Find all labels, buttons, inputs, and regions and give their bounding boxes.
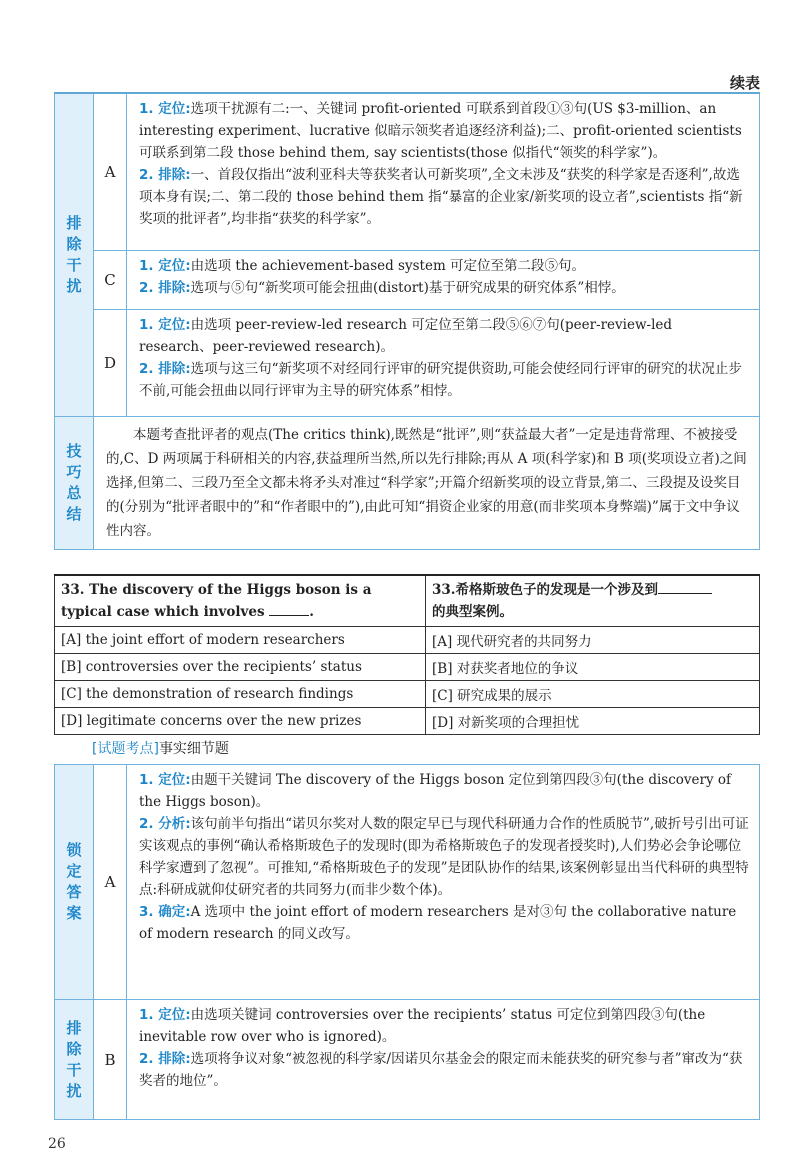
question-stem-zh: 33.希格斯玻色子的发现是一个涉及到 的典型案例。: [426, 575, 760, 627]
lock-label-cell: [55, 765, 94, 999]
page-number: 26: [48, 1136, 66, 1152]
locate-tag: 1. 定位:: [139, 101, 191, 117]
exclude2-label: 排除干扰: [66, 1018, 82, 1100]
confirm-text: A 选项中 the joint effort of modern researchers 是对③句 the collaborative nature of modern research 的同义改写。: [139, 904, 737, 942]
option-c-content: [127, 251, 759, 309]
locate-text: 选项干扰源有二:一、关键词 profit-oriented 可联系到首段①③句(US $3-million、an interesting experiment、lucrative 似暗示领奖者追逐经济利益);二、profit-oriented scientists 可联系到第二段 those behind them, say scientists(those 似指代“领奖的科学家”)。: [139, 101, 742, 161]
exclude-b-section: [55, 999, 759, 1119]
exclude-text: 选项与这三句“新奖项不对经同行评审的研究提供资助,可能会使经同行评审的研究的状况止步不前,可能会扭曲以同行评审为主导的研究体系”相悖。: [139, 361, 742, 399]
option-d-content: [127, 310, 759, 416]
locate-text: 由选项 the achievement-based system 可定位至第二段⑤句。: [190, 258, 586, 274]
exclude-label: 排除干扰: [66, 214, 82, 295]
exclude-text: 选项将争议对象“被忽视的科学家/因诺贝尔基金会的限定而未能获奖的研究参与者”窜改为“获奖者的地位”。: [139, 1051, 743, 1089]
exclude-label-cell: [55, 94, 94, 416]
locate-tag: 1. 定位:: [139, 317, 191, 333]
exclude-text: 选项与⑤句“新奖项可能会扭曲(distort)基于研究成果的研究体系”相悖。: [190, 280, 625, 296]
question-stem-row: [55, 575, 760, 627]
summary-label: 技巧总结: [66, 442, 82, 523]
option-a-letter: A: [94, 94, 127, 250]
exclude-tag: 2. 排除:: [139, 1051, 191, 1067]
summary-label-cell: [55, 417, 94, 549]
exclude-tag: 2. 排除:: [139, 361, 191, 377]
question-option-b: [55, 654, 760, 681]
option-en: [B] controversies over the recipients’ status: [55, 654, 426, 681]
option-d-letter: D: [94, 310, 127, 416]
analysis-tag: 2. 分析:: [139, 816, 191, 832]
locate-tag: 1. 定位:: [139, 258, 191, 274]
question-table: [54, 574, 760, 735]
answer-analysis-table: [54, 764, 760, 1120]
continued-label: 续表: [729, 74, 760, 92]
option-c-row: [94, 250, 759, 309]
option-zh: [A] 现代研究者的共同努力: [426, 627, 760, 654]
exclude-section: [55, 94, 759, 416]
exclude-tag: 2. 排除:: [139, 280, 191, 296]
confirm-tag: 3. 确定:: [139, 904, 191, 920]
option-en: [A] the joint effort of modern researchers: [55, 627, 426, 654]
question-stem-en: 33. The discovery of the Higgs boson is a typical case which involves .: [55, 575, 426, 627]
summary-text: 本题考查批评者的观点(The critics think),既然是“批评”,则“获益最大者”一定是违背常理、不被接受的,C、D 两项属于科研相关的内容,获益理所当然,所以先行排除;再从 A 项(科学家)和 B 项(奖项设立者)之间选择,但第二、三段乃至全文都未将矛头对准过“科学家”;开篇介绍新奖项的设立背景,第二、三段提及设奖目的(分别为“批评者眼中的”和“作者眼中的”),由此可知“捐资企业家的用意(而非奖项本身弊端)”属于文中争议性内容。: [106, 427, 747, 539]
summary-section: [55, 416, 759, 549]
locate-text: 由选项关键词 controversies over the recipients’ status 可定位到第四段③句(the inevitable row over who is ignored)。: [139, 1007, 706, 1045]
locate-text: 由选项 peer-review-led research 可定位至第二段⑤⑥⑦句(peer-review-led research、peer-reviewed research)。: [139, 317, 673, 355]
exam-point-text: 事实细节题: [158, 741, 229, 757]
option-en: [C] the demonstration of research findings: [55, 681, 426, 708]
option-a-content: [127, 94, 759, 250]
option-b-content: [127, 1000, 759, 1119]
locate-text: 由题干关键词 The discovery of the Higgs boson 定位到第四段③句(the discovery of the Higgs boson)。: [139, 772, 732, 810]
option-en: [D] legitimate concerns over the new prizes: [55, 708, 426, 735]
option-zh: [D] 对新奖项的合理担忧: [426, 708, 760, 735]
lock-option-letter: A: [94, 765, 127, 999]
exclude-text: 一、首段仅指出“波利亚科夫等获奖者认可新奖项”,全文未涉及“获奖的科学家是否逐利”,故选项本身有误;二、第二段的 those behind them 指“暴富的企业家/新奖项的设立者”,scientists 指“新奖项的批评者”,均非指“获奖的科学家”。: [139, 167, 743, 227]
exam-point: [92, 738, 229, 758]
option-zh: [C] 研究成果的展示: [426, 681, 760, 708]
analysis-table-continued: [54, 94, 760, 550]
option-d-row: [94, 309, 759, 416]
lock-content: [127, 765, 759, 999]
option-zh: [B] 对获奖者地位的争议: [426, 654, 760, 681]
question-option-c: [55, 681, 760, 708]
question-option-a: [55, 627, 760, 654]
analysis-text: 该句前半句指出“诺贝尔奖对人数的限定早已与现代科研通力合作的性质脱节”,破折号引出可证实该观点的事例“确认希格斯玻色子的发现时(即为希格斯玻色子的发现者授奖时),人们势必会争论哪位科学家遭到了忽视”。可推知,“希格斯玻色子的发现”是团队协作的结果,该案例彰显出当代科研的典型特点:科研成就仰仗研究者的共同努力(而非少数个体)。: [139, 816, 749, 898]
locate-tag: 1. 定位:: [139, 1007, 191, 1023]
lock-answer-section: [55, 765, 759, 999]
exclude-tag: 2. 排除:: [139, 167, 191, 183]
lock-label: 锁定答案: [66, 841, 82, 922]
locate-tag: 1. 定位:: [139, 772, 191, 788]
exam-point-label: [试题考点]: [92, 741, 159, 757]
exclude2-label-cell: [55, 1000, 94, 1119]
question-option-d: [55, 708, 760, 735]
option-b-letter: B: [94, 1000, 127, 1119]
option-c-letter: C: [94, 251, 127, 309]
option-a-row: [94, 94, 759, 250]
